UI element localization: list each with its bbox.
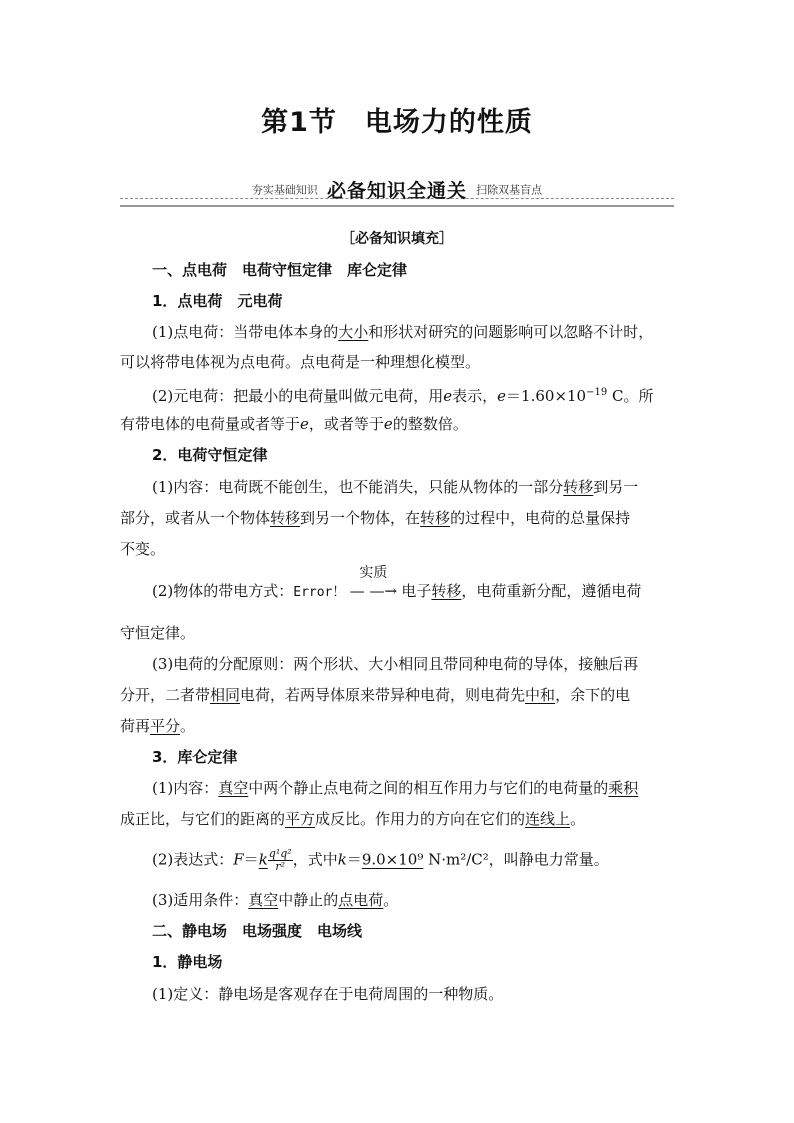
subheading-conservation: 2．电荷守恒定律 (152, 446, 268, 464)
subheading-point-charge: 1．点电荷 元电荷 (152, 292, 283, 310)
paragraph-line: 荷再平分。 (120, 717, 196, 735)
banner-left-text: 夯实基础知识 (251, 183, 318, 197)
coulomb-fraction: $\frac{\text{q¹q²}}{\text{r²}}$ (268, 847, 292, 873)
paragraph-line: (2)元电荷：把最小的电荷量叫做元电荷，用e表示，$e=1.60\times 10^{-19}$ C。所 (152, 387, 654, 405)
arrow-essence: 实质 — —→ (349, 565, 398, 600)
paragraph-line: (1)内容：真空中两个静止点电荷之间的相互作用力与它们的电荷量的乘积 (152, 779, 639, 797)
paragraph-line: 部分，或者从一个物体转移到另一个物体，在转移的过程中，电荷的总量保持 (120, 509, 631, 527)
section-banner (120, 176, 674, 206)
subheading-static-field: 1．静电场 (152, 953, 223, 971)
page-title: 第1节 电场力的性质 (261, 107, 533, 138)
paragraph-line: (3)适用条件：真空中静止的点电荷。 (152, 891, 399, 909)
paragraph-line: 守恒定律。 (120, 624, 196, 642)
paragraph-line: (3)电荷的分配原则：两个形状、大小相同且带同种电荷的导体，接触后再 (152, 655, 639, 673)
banner-right-text: 扫除双基盲点 (476, 183, 543, 197)
paragraph-line: 可以将带电体视为点电荷。点电荷是一种理想化模型。 (120, 353, 481, 371)
paragraph-line: 成正比，与它们的距离的平方成反比。作用力的方向在它们的连线上。 (120, 810, 586, 828)
section-heading-2: 二、静电场 电场强度 电场线 (152, 922, 363, 940)
paragraph-line: (1)点电荷：当带电体本身的大小和形状对研究的问题影响可以忽略不计时， (152, 323, 654, 341)
subheading-coulomb: 3．库仑定律 (152, 748, 238, 766)
section-heading-1: 一、点电荷 电荷守恒定律 库仑定律 (152, 261, 408, 279)
error-marker: Error！ (293, 585, 346, 600)
paragraph-line: (2)物体的带电方式：Error！ 实质 — —→ 电子转移，电荷重新分配，遵循电荷 (152, 565, 642, 600)
paragraph-line: 分开，二者带相同电荷，若两导体原来带异种电荷，则电荷先中和，余下的电 (120, 686, 631, 704)
paragraph-line: (1)内容：电荷既不能创生，也不能消失，只能从物体的一部分转移到另一 (152, 478, 639, 496)
paragraph-line: 有带电体的电荷量或者等于e，或者等于e的整数倍。 (120, 415, 468, 433)
fill-header: ［必备知识填充］ (341, 231, 453, 247)
formula-line: (2)表达式：F＝k $\frac{\text{q¹q²}}{\text{r²}}$ ，式中k＝9.0×10⁹ N·m²/C²，叫静电力常量。 (152, 847, 609, 873)
banner-center-text: 必备知识全通关 (326, 180, 467, 202)
paragraph-line: 不变。 (120, 540, 166, 558)
paragraph-line: (1)定义：静电场是客观存在于电荷周围的一种物质。 (152, 985, 504, 1003)
